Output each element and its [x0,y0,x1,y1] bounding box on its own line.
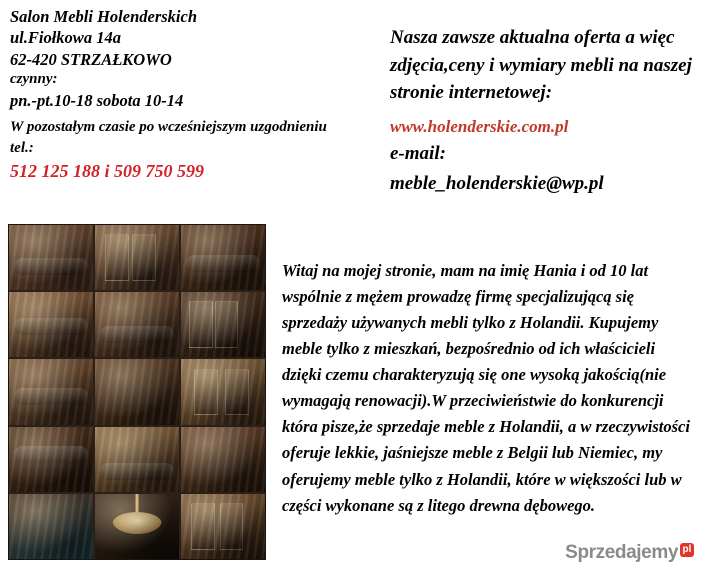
store-hours-label: czynny: [10,71,58,88]
photo-cell [9,359,93,424]
email-address[interactable]: meble_holenderskie@wp.pl [390,172,604,194]
store-phone: 512 125 188 i 509 750 599 [10,160,205,181]
photo-cell [95,427,179,492]
store-hours: pn.-pt.10-18 sobota 10-14 [10,90,184,110]
store-hours-note: W pozostałym czasie po wcześniejszym uzgodnieniu tel.: [10,119,327,156]
photo-cell [95,494,179,559]
online-offer-block [390,24,695,195]
photo-cell [9,494,93,559]
photo-cell [95,225,179,290]
website-link[interactable]: www.holenderskie.com.pl [390,116,569,136]
watermark-badge-icon: pl [680,543,694,557]
photo-cell [181,225,265,290]
watermark [565,542,694,564]
store-city: 62-420 STRZAŁKOWO [10,49,172,69]
offer-text: Nasza zawsze aktualna oferta a więc zdjęcia,ceny i wymiary mebli na naszej stronie internetowej: [390,27,692,104]
photo-cell [181,494,265,559]
photo-cell [95,292,179,357]
store-name: Salon Mebli Holenderskich [10,7,198,26]
about-us-text: Witaj na mojej stronie, mam na imię Hania i od 10 lat wspólnie z mężem prowadzę firmę specjalizującą się sprzedaży używanych mebli tylko z Holandii. Kupujemy meble tylko z mieszkań, bezpośrednio od ich właścicieli dzięki czemu charakteryzują się one wysoką jakością(nie wymagają renowacji).W przeciwieństwie do konkurencji która pisze,że sprzedaje meble z Holandii, a w rzeczywistości oferuje lekkie, jaśniejsze meble z Belgii lub Niemiec, my oferujemy meble tylko z Holandii, które w większości lub w części wykonane są z litego drewna dębowego. [282,261,690,515]
photo-cell [181,359,265,424]
furniture-photo-grid [8,224,266,560]
photo-cell [9,427,93,492]
photo-cell [181,292,265,357]
photo-cell [95,359,179,424]
photo-cell [9,225,93,290]
watermark-text: Sprzedajemy [565,542,678,563]
photo-cell [181,427,265,492]
email-label: e-mail: [390,142,446,164]
store-address-block [10,6,350,183]
store-street: ul.Fiołkowa 14a [10,28,121,48]
photo-cell [9,292,93,357]
